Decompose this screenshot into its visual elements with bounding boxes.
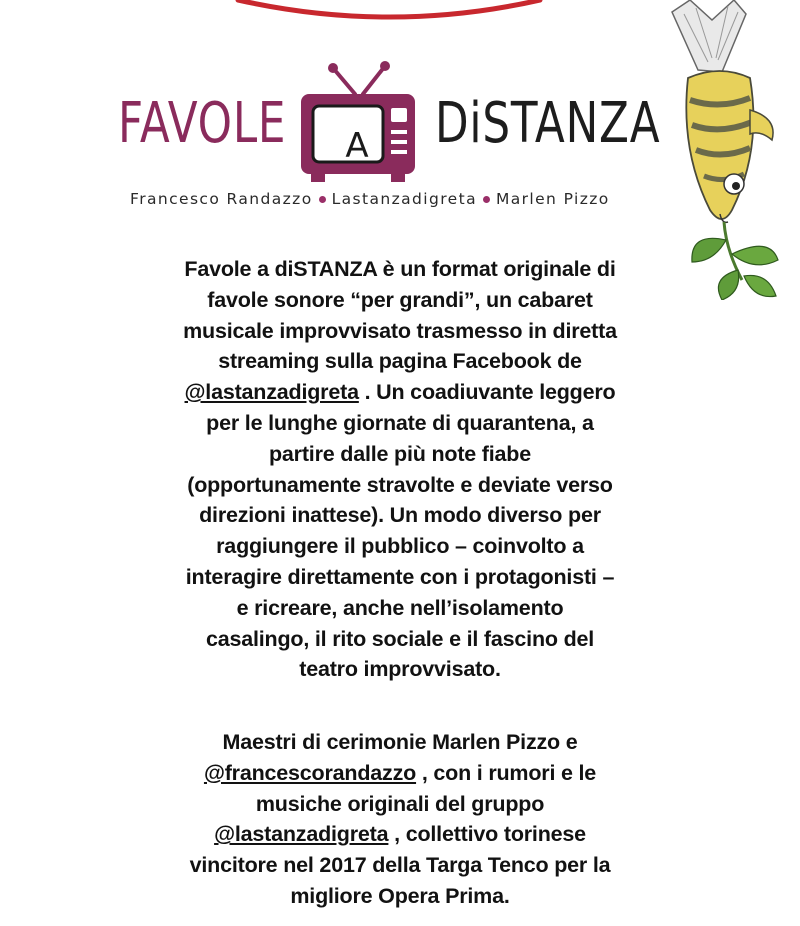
logo-word-favole: FAVOLE xyxy=(118,91,287,156)
text-line xyxy=(110,819,690,850)
text-line: musiche originali del gruppo xyxy=(255,791,545,816)
text-fragment: , con i rumori e le xyxy=(416,760,597,785)
text-line: direzioni inattese). Un modo diverso per xyxy=(199,503,601,528)
logo-word-distanza: DiSTANZA xyxy=(435,91,661,156)
text-line: e ricreare, anche nell’isolamento xyxy=(236,595,564,620)
mention-link-lastanzadigreta[interactable]: @lastanzadigreta xyxy=(184,380,359,405)
text-line: Favole a diSTANZA è un format originale di xyxy=(184,257,616,281)
text-fragment: . Un coadiuvante leggero xyxy=(358,380,616,405)
text-line: migliore Opera Prima. xyxy=(290,883,510,908)
mention-link-francescorandazzo[interactable]: @francescorandazzo xyxy=(203,760,417,785)
credits-paragraph xyxy=(110,727,690,912)
text-line xyxy=(110,758,690,789)
logo-authors xyxy=(130,190,610,208)
author-name: Lastanzadigreta xyxy=(331,190,477,208)
author-name: Francesco Randazzo xyxy=(130,190,313,208)
author-name: Marlen Pizzo xyxy=(495,190,610,208)
text-line: interagire direttamente con i protagonisti – xyxy=(185,564,615,589)
separator-dot xyxy=(319,196,326,203)
text-line: vincitore nel 2017 della Targa Tenco per la xyxy=(189,853,611,878)
text-line: (opportunamente stravolte e deviate verso xyxy=(187,472,613,497)
text-line: streaming sulla pagina Facebook de xyxy=(218,349,582,374)
description-paragraph xyxy=(110,254,690,685)
text-line: Maestri di cerimonie Marlen Pizzo e xyxy=(222,730,578,754)
text-line: partire dalle più note fiabe xyxy=(268,441,531,466)
text-fragment: , collettivo torinese xyxy=(388,822,586,847)
mention-link-lastanzadigreta[interactable]: @lastanzadigreta xyxy=(214,822,389,847)
text-line: raggiungere il pubblico – coinvolto a xyxy=(216,534,584,559)
tv-icon xyxy=(293,60,423,185)
text-line: teatro improvvisato. xyxy=(299,657,501,682)
separator-dot xyxy=(483,196,490,203)
text-line: casalingo, il rito sociale e il fascino del xyxy=(205,626,595,651)
text-line: per le lunghe giornate di quarantena, a xyxy=(206,410,594,435)
text-line xyxy=(110,377,690,408)
logo-word-a: A xyxy=(345,126,369,166)
text-line: musicale improvvisato trasmesso in diretta xyxy=(183,318,617,343)
text-line: favole sonore “per grandi”, un cabaret xyxy=(207,287,593,312)
favole-a-distanza-logo xyxy=(118,60,661,200)
